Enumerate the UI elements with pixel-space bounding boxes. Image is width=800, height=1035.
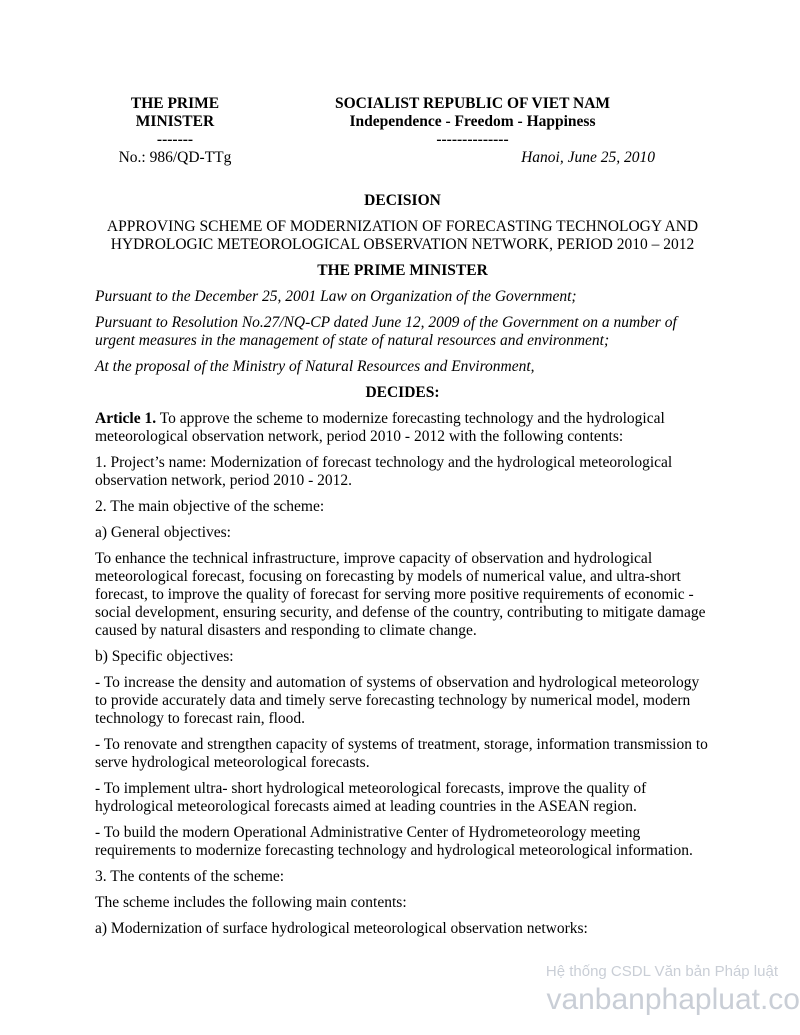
pursuant-clause: Pursuant to the December 25, 2001 Law on Organization of the Government;: [95, 288, 577, 305]
paragraph: - To renovate and strengthen capacity of systems of treatment, storage, information transmission to serve hydrological meteorological forecasts.: [95, 736, 708, 771]
paragraph: b) Specific objectives:: [95, 648, 234, 665]
document-title: DECISION: [364, 192, 441, 209]
document-subtitle: [95, 218, 710, 254]
national-title-block: [320, 95, 625, 149]
article-1: [95, 410, 710, 446]
watermark-domain: vanbanphapluat.co: [546, 983, 800, 1016]
authority-heading: THE PRIME MINISTER: [317, 262, 488, 279]
paragraph: 3. The contents of the scheme:: [95, 868, 285, 885]
issuing-authority-block: [95, 95, 255, 149]
watermark: [545, 963, 800, 1017]
issuing-authority: THE PRIME MINISTER: [130, 95, 220, 130]
subtitle-line: APPROVING SCHEME OF MODERNIZATION OF FORECASTING TECHNOLOGY AND: [106, 218, 699, 235]
national-motto: Independence - Freedom - Happiness: [349, 113, 596, 130]
subtitle-line: HYDROLOGIC METEOROLOGICAL OBSERVATION NETWORK, PERIOD 2010 – 2012: [110, 236, 695, 253]
paragraph: 2. The main objective of the scheme:: [95, 498, 325, 515]
paragraph: - To increase the density and automation of systems of observation and hydrological meteorology to provide accurately data and timely serve forecasting technology by numerical model, modern technology to forecast rain, flood.: [95, 674, 700, 727]
paragraph: The scheme includes the following main contents:: [95, 894, 407, 911]
document-date: Hanoi, June 25, 2010: [521, 149, 655, 166]
national-separator: --------------: [436, 131, 509, 148]
document-header: [95, 95, 710, 173]
document-page: [95, 95, 710, 938]
article-1-text: To approve the scheme to modernize forecasting technology and the hydrological meteorological observation network, period 2010 - 2012 with the following contents:: [95, 410, 665, 445]
paragraph: - To build the modern Operational Administrative Center of Hydrometeorology meeting requirements to modernize forecasting technology and hydrological meteorological information.: [95, 824, 693, 859]
pursuant-clause: At the proposal of the Ministry of Natural Resources and Environment,: [95, 358, 535, 375]
paragraph: a) Modernization of surface hydrological meteorological observation networks:: [95, 920, 588, 937]
paragraph: To enhance the technical infrastructure, improve capacity of observation and hydrological meteorological forecast, focusing on forecasting by models of numerical value, and ultra-short forecast, to improve the quality of forecast for serving more positive requirements of economic - social development, ensuring security, and defense of the country, contributing to mitigate damage caused by natural disasters and responding to climate change.: [95, 550, 706, 639]
watermark-caption: Hệ thống CSDL Văn bản Pháp luật: [545, 963, 778, 980]
national-title: SOCIALIST REPUBLIC OF VIET NAM: [334, 95, 611, 112]
paragraph: a) General objectives:: [95, 524, 231, 541]
article-1-label: Article 1.: [95, 410, 157, 427]
document-number: No.: 986/QD-TTg: [118, 149, 232, 166]
decides-heading: DECIDES:: [365, 384, 440, 401]
issuing-authority-separator: -------: [156, 131, 194, 148]
pursuant-clause: Pursuant to Resolution No.27/NQ-CP dated June 12, 2009 of the Government on a number of urgent measures in the management of state of natural resources and environment;: [95, 314, 677, 349]
paragraph: 1. Project’s name: Modernization of forecast technology and the hydrological meteorological observation network, period 2010 - 2012.: [95, 454, 673, 489]
paragraph: - To implement ultra- short hydrological meteorological forecasts, improve the quality of hydrological meteorological forecasts aimed at leading countries in the ASEAN region.: [95, 780, 647, 815]
